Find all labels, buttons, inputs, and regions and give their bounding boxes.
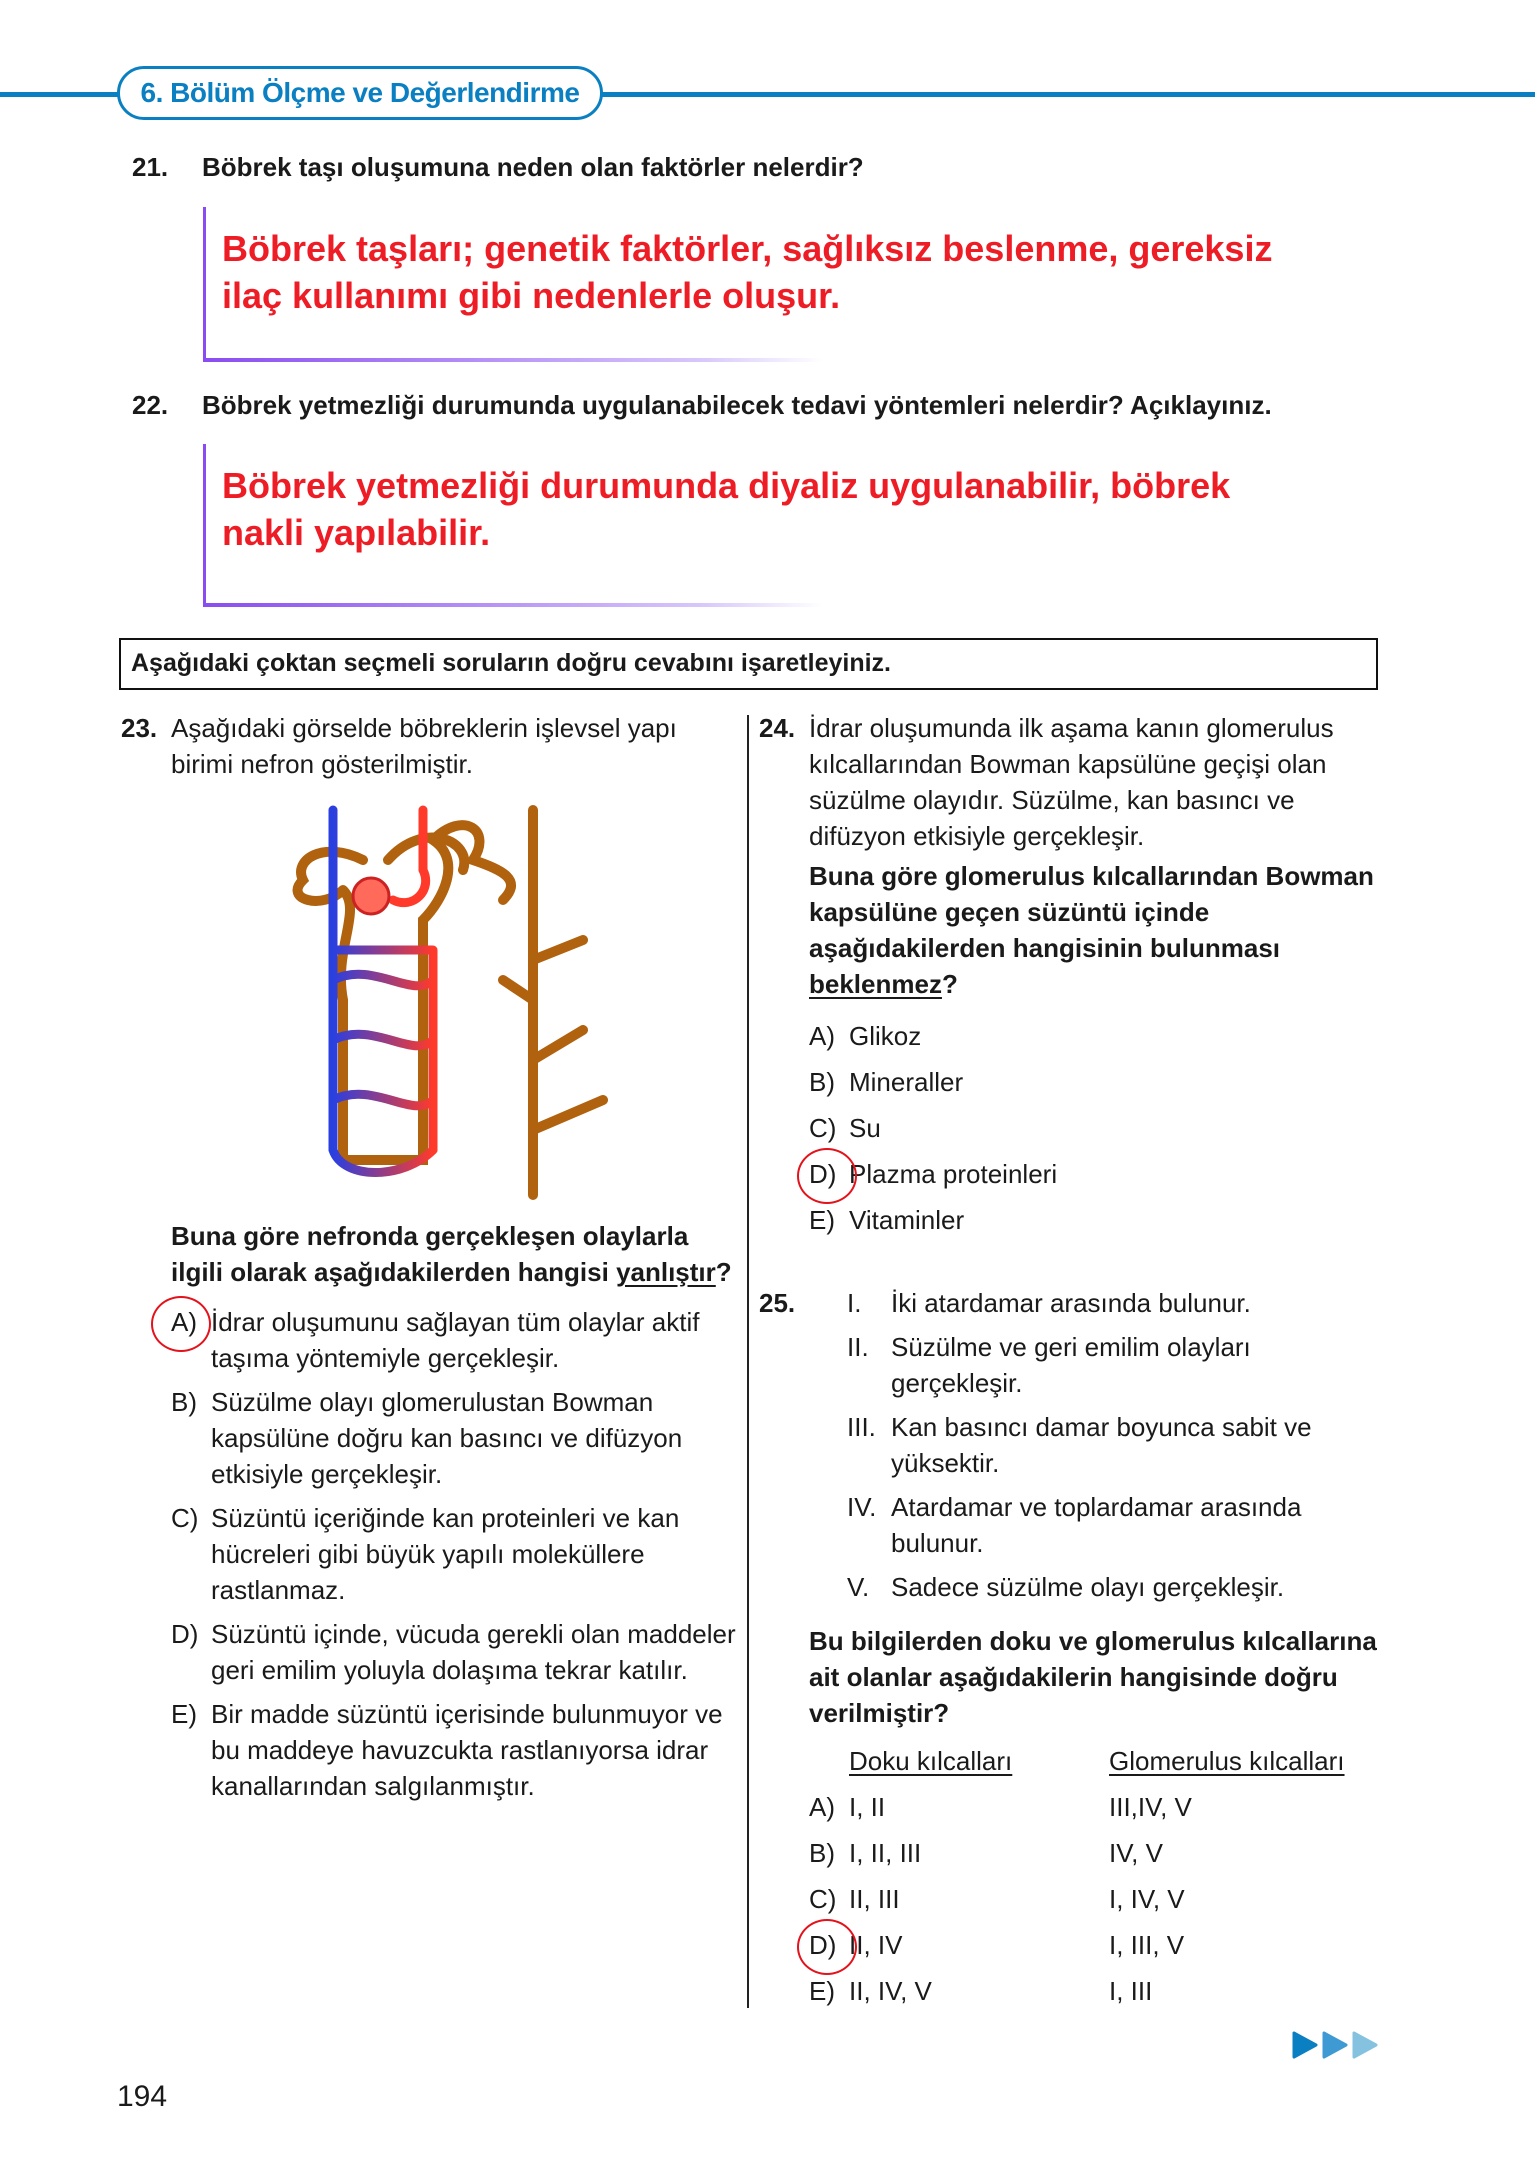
statement-number: II. — [847, 1332, 869, 1362]
option-letter: D) — [171, 1619, 199, 1649]
option-letter: C) — [809, 1113, 837, 1143]
stem-text: Buna göre nefronda gerçekleşen olaylarla ilgili olarak aşağıdakilerden hangisi — [171, 1221, 689, 1287]
option-text: Mineraller — [849, 1067, 964, 1097]
option-cell: III,IV, V — [1109, 1792, 1192, 1822]
option-cell: IV, V — [1109, 1838, 1163, 1868]
option-e[interactable] — [171, 1696, 741, 1804]
stem-emphasis: yanlıştır — [616, 1257, 716, 1287]
option-letter[interactable]: E) — [809, 1976, 835, 2006]
option-cell: I, III — [1109, 1976, 1153, 2006]
statement-item — [847, 1329, 1337, 1401]
question-21 — [132, 152, 864, 183]
option-text: İdrar oluşumunu sağlayan tüm olaylar aktif taşıma yöntemiyle gerçekleşir. — [211, 1307, 700, 1373]
option-c[interactable] — [809, 1110, 1379, 1146]
column-header: Doku kılcalları — [849, 1746, 1013, 1776]
option-letter: D) — [809, 1159, 837, 1189]
answer-22 — [203, 444, 1303, 607]
option-text: Plazma proteinleri — [849, 1159, 1058, 1189]
statement-text: İki atardamar arasında bulunur. — [891, 1288, 1251, 1318]
option-cell: II, IV — [849, 1930, 903, 1960]
option-d[interactable] — [171, 1616, 741, 1688]
column-header: Glomerulus kılcalları — [1109, 1746, 1345, 1776]
option-letter[interactable]: C) — [809, 1884, 837, 1914]
option-letter: B) — [809, 1067, 835, 1097]
question-25 — [759, 1285, 1379, 2009]
option-letter: A) — [171, 1307, 197, 1337]
glomerulus — [353, 878, 389, 914]
nephron-illustration — [283, 800, 613, 1210]
option-text: Süzüntü içinde, vücuda gerekli olan maddeler geri emilim yoluyla dolaşıma tekrar katılır. — [211, 1619, 736, 1685]
statement-text: Atardamar ve toplardamar arasında bulunur. — [891, 1492, 1302, 1558]
question-stem: Bu bilgilerden doku ve glomerulus kılcallarına ait olanlar aşağıdakilerin hangisinde doğru verilmiştir? — [809, 1626, 1377, 1728]
question-24 — [759, 710, 1379, 1248]
option-a[interactable] — [809, 1018, 1379, 1054]
option-letter: C) — [171, 1503, 199, 1533]
answer-line: Böbrek yetmezliği durumunda diyaliz uygulanabilir, böbrek — [222, 465, 1231, 506]
option-letter: B) — [171, 1387, 197, 1417]
option-b[interactable] — [809, 1064, 1379, 1100]
answer-line: ilaç kullanımı gibi nedenlerle oluşur. — [222, 275, 841, 316]
answer-21 — [203, 207, 1303, 362]
option-b[interactable] — [171, 1384, 741, 1492]
answer-line: nakli yapılabilir. — [222, 512, 491, 553]
column-divider — [747, 715, 749, 2008]
option-letter: A) — [809, 1021, 835, 1051]
question-number: 25. — [759, 1288, 796, 1318]
option-text: Bir madde süzüntü içerisinde bulunmuyor ve bu maddeye havuzcukta rastlanıyorsa idrar kanallarından salgılanmıştır. — [211, 1699, 723, 1801]
option-letter[interactable]: B) — [809, 1838, 835, 1868]
question-23-options — [171, 1218, 741, 1812]
question-intro: Aşağıdaki görselde böbreklerin işlevsel yapı birimi nefron gösterilmiştir. — [171, 713, 677, 779]
stem-end: ? — [715, 1257, 732, 1287]
statement-item — [847, 1285, 1337, 1321]
question-stem — [809, 858, 1379, 1002]
statement-item — [847, 1569, 1337, 1605]
question-number: 24. — [759, 713, 796, 743]
option-letter: D) — [809, 1930, 837, 1960]
option-d[interactable] — [809, 1156, 1379, 1192]
option-cell: II, IV, V — [849, 1976, 932, 2006]
statement-number: V. — [847, 1572, 870, 1602]
statement-item — [847, 1409, 1337, 1481]
answer-table — [809, 1743, 1379, 2009]
option-text: Süzüntü içeriğinde kan proteinleri ve kan hücreleri gibi büyük yapılı moleküllere rastlanmaz. — [211, 1503, 680, 1605]
instruction-box: Aşağıdaki çoktan seçmeli soruların doğru cevabını işaretleyiniz. — [119, 638, 1378, 690]
answer-mark-circle — [151, 1296, 211, 1352]
next-page-arrows-icon[interactable] — [1292, 2030, 1382, 2060]
option-text: Vitaminler — [849, 1205, 965, 1235]
question-23 — [121, 710, 741, 782]
question-number: 21. — [132, 152, 169, 182]
statement-number: IV. — [847, 1492, 877, 1522]
option-c[interactable] — [171, 1500, 741, 1608]
question-text: Böbrek taşı oluşumuna neden olan faktörler nelerdir? — [202, 152, 864, 182]
option-cell: I, II — [849, 1792, 886, 1822]
statement-text: Sadece süzülme olayı gerçekleşir. — [891, 1572, 1285, 1602]
option-cell: I, II, III — [849, 1838, 922, 1868]
question-number: 22. — [132, 390, 169, 420]
option-text: Su — [849, 1113, 881, 1143]
option-e[interactable] — [809, 1202, 1379, 1238]
option-letter[interactable]: A) — [809, 1792, 835, 1822]
question-stem — [171, 1218, 741, 1290]
answer-mark-circle — [797, 1148, 857, 1204]
option-letter: E) — [809, 1205, 835, 1235]
page-number: 194 — [117, 2080, 168, 2113]
stem-text: Buna göre glomerulus kılcallarından Bowman kapsülüne geçen süzüntü içinde aşağıdakilerden hangisinin bulunması — [809, 861, 1374, 963]
option-cell: I, IV, V — [1109, 1884, 1185, 1914]
statement-number: I. — [847, 1288, 862, 1318]
option-cell: II, III — [849, 1884, 900, 1914]
statement-item — [847, 1489, 1337, 1561]
answer-line: Böbrek taşları; genetik faktörler, sağlıksız beslenme, gereksiz — [222, 228, 1273, 269]
question-22 — [132, 390, 1272, 421]
question-text: Böbrek yetmezliği durumunda uygulanabilecek tedavi yöntemleri nelerdir? Açıklayınız. — [202, 390, 1272, 420]
statement-text: Süzülme ve geri emilim olayları gerçekleşir. — [891, 1332, 1251, 1398]
option-d-cell[interactable] — [809, 1927, 849, 1963]
stem-end: ? — [941, 969, 958, 999]
statement-number: III. — [847, 1412, 876, 1442]
chapter-title: 6. Bölüm Ölçme ve Değerlendirme — [117, 66, 603, 120]
option-text: Glikoz — [849, 1021, 922, 1051]
question-number: 23. — [121, 713, 158, 743]
option-letter: E) — [171, 1699, 197, 1729]
option-text: Süzülme olayı glomerulustan Bowman kapsülüne doğru kan basıncı ve difüzyon etkisiyle gerçekleşir. — [211, 1387, 683, 1489]
stem-emphasis: beklenmez — [809, 969, 942, 999]
answer-mark-circle — [797, 1919, 857, 1975]
question-intro: İdrar oluşumunda ilk aşama kanın glomerulus kılcallarından Bowman kapsülüne geçişi olan süzülme olayıdır. Süzülme, kan basıncı ve difüzyon etkisiyle gerçekleşir. — [809, 713, 1334, 851]
option-cell: I, III, V — [1109, 1930, 1185, 1960]
statement-text: Kan basıncı damar boyunca sabit ve yüksektir. — [891, 1412, 1312, 1478]
option-a[interactable] — [171, 1304, 741, 1376]
